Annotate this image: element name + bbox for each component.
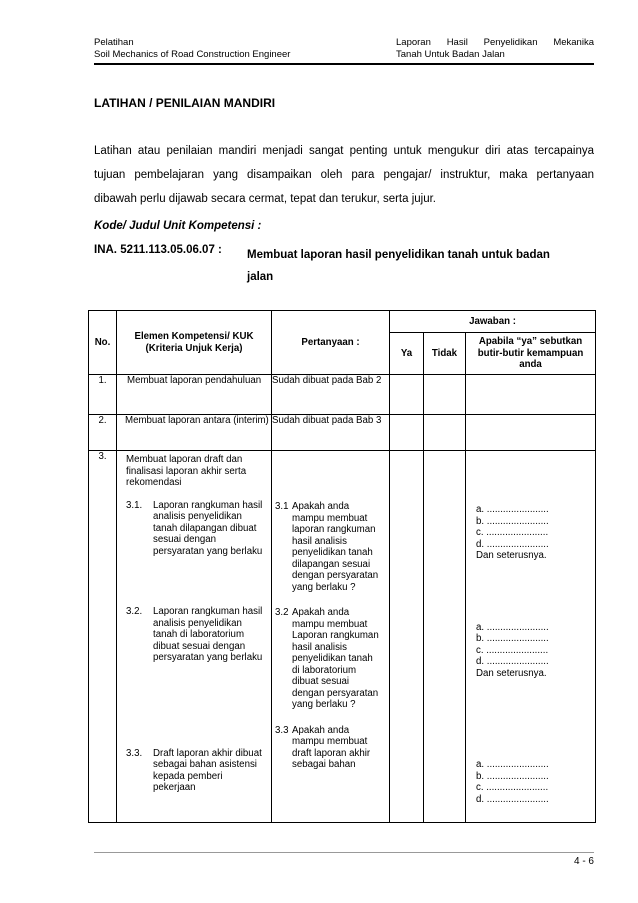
answer-list	[466, 679, 595, 805]
answer-line-a: a. .......................	[476, 504, 549, 515]
header-right	[396, 37, 594, 61]
question-item	[275, 501, 383, 593]
kuk-number: 3.3.	[126, 747, 143, 759]
col-pertanyaan-header: Pertanyaan :	[272, 311, 390, 375]
answer-detail-cell[interactable]	[466, 375, 596, 415]
question-text: Apakah anda mampu membuat Laporan rangkuman hasil analisis penyelidikan tanah di laboratorium dibuat sesuai dengan persyaratan yang berlaku ?	[292, 607, 379, 710]
kuk-number: 3.2.	[126, 606, 143, 617]
col-jawaban-header: Jawaban :	[390, 311, 596, 333]
row-number: 1.	[89, 375, 117, 415]
header-chapter-title-2: Tanah Untuk Badan Jalan	[396, 49, 505, 60]
intro-line-3: dibawah perlu dijawab secara cermat, tepat dan terukur, serta jujur.	[94, 193, 436, 205]
unit-title-line-1: Membuat laporan hasil penyelidikan tanah untuk badan	[247, 249, 550, 261]
answer-line-c: c. .......................	[476, 644, 549, 656]
intro-line-1: Latihan atau penilaian mandiri menjadi sangat penting untuk mengukur diri atas tercapainya	[94, 145, 594, 157]
col-elemen-header: Elemen Kompetensi/ KUK (Kriteria Unjuk Kerja)	[117, 311, 272, 375]
answer-line-d: d. .......................	[476, 793, 549, 805]
unit-title	[247, 244, 597, 288]
kuk-text: Draft laporan akhir dibuat sebagai bahan asistensi kepada pemberi pekerjaan	[153, 747, 262, 793]
row-number: 2.	[89, 415, 117, 451]
section-title: LATIHAN / PENILAIAN MANDIRI	[94, 96, 276, 110]
row-elemen: Membuat laporan antara (interim)	[117, 415, 272, 451]
intro-line-2: tujuan pembelajaran yang disampaikan oleh para pengajar/ instruktur, maka pertanyaan	[94, 169, 594, 181]
answer-more: Dan seterusnya.	[476, 667, 547, 679]
answer-line-c: c. .......................	[476, 782, 549, 793]
kode-label: Kode/ Judul Unit Kompetensi :	[94, 220, 262, 232]
kuk-number: 3.1.	[126, 499, 143, 511]
kuk-text: Laporan rangkuman hasil analisis penyelidikan tanah di laboratorium dibuat sesuai dengan persyaratan yang berlaku	[153, 606, 263, 663]
answer-detail-cell[interactable]	[466, 451, 596, 823]
answer-line-a: a. .......................	[476, 621, 549, 633]
question-item	[275, 725, 383, 771]
elemen-main-text: Membuat laporan draft dan finalisasi laporan akhir serta rekomendasi	[126, 454, 247, 488]
row-elemen	[117, 451, 272, 823]
table-row	[89, 375, 596, 415]
question-text: Apakah anda mampu membuat draft laporan akhir sebagai bahan	[292, 724, 371, 770]
competency-table	[88, 310, 596, 823]
header-rule	[94, 63, 594, 65]
unit-title-line-2: jalan	[247, 271, 274, 283]
answer-line-b: b. .......................	[476, 633, 549, 644]
kuk-text: Laporan rangkuman hasil analisis penyelidikan tanah dilapangan dibuat sesuai dengan persyaratan yang berlaku	[153, 499, 263, 557]
question-text: Apakah anda mampu membuat laporan rangkuman hasil analisis penyelidikan tanah dilapangan sesuai dengan persyaratan yang berlaku ?	[292, 501, 379, 593]
answer-ya-cell[interactable]	[390, 451, 424, 823]
col-ya-header: Ya	[390, 333, 424, 375]
intro-paragraph	[94, 139, 594, 211]
answer-detail-cell[interactable]	[466, 415, 596, 451]
footer-rule	[94, 852, 594, 853]
kuk-item	[126, 748, 267, 794]
answer-line-b: b. .......................	[476, 770, 549, 782]
kuk-item	[126, 500, 267, 558]
question-item	[275, 607, 383, 711]
answer-line-d: d. .......................	[476, 538, 549, 550]
answer-line-b: b. .......................	[476, 515, 549, 527]
answer-tidak-cell[interactable]	[424, 451, 466, 823]
answer-tidak-cell[interactable]	[424, 415, 466, 451]
row-elemen: Membuat laporan pendahuluan	[117, 375, 272, 415]
unit-code: INA. 5211.113.05.06.07 :	[94, 244, 222, 256]
answer-more: Dan seterusnya.	[476, 550, 547, 561]
row-number: 3.	[89, 451, 117, 823]
question-number: 3.1	[275, 501, 289, 512]
answer-ya-cell[interactable]	[390, 415, 424, 451]
question-number: 3.3	[275, 724, 289, 736]
question-number: 3.2	[275, 607, 289, 618]
header-chapter-title-1: Laporan Hasil Penyelidikan Mekanika	[396, 37, 594, 48]
answer-list	[466, 451, 595, 562]
table-row	[89, 415, 596, 451]
col-no-header: No.	[89, 311, 117, 375]
kuk-item	[126, 606, 267, 664]
col-tidak-header: Tidak	[424, 333, 466, 375]
header-course-name: Soil Mechanics of Road Construction Engineer	[94, 49, 291, 60]
answer-tidak-cell[interactable]	[424, 375, 466, 415]
table-row	[89, 451, 596, 823]
header-course: Pelatihan	[94, 37, 134, 48]
answer-ya-cell[interactable]	[390, 375, 424, 415]
col-apabila-header: Apabila “ya” sebutkan butir-butir kemampuan anda	[466, 333, 596, 375]
answer-list	[466, 562, 595, 680]
row-pertanyaan: Sudah dibuat pada Bab 2	[272, 375, 390, 415]
answer-line-c: c. .......................	[476, 527, 549, 538]
row-pertanyaan: Sudah dibuat pada Bab 3	[272, 415, 390, 451]
row-pertanyaan	[272, 451, 390, 823]
answer-line-a: a. .......................	[476, 759, 549, 770]
header-left	[94, 37, 290, 61]
page-number: 4 - 6	[573, 856, 594, 867]
answer-line-d: d. .......................	[476, 656, 549, 667]
